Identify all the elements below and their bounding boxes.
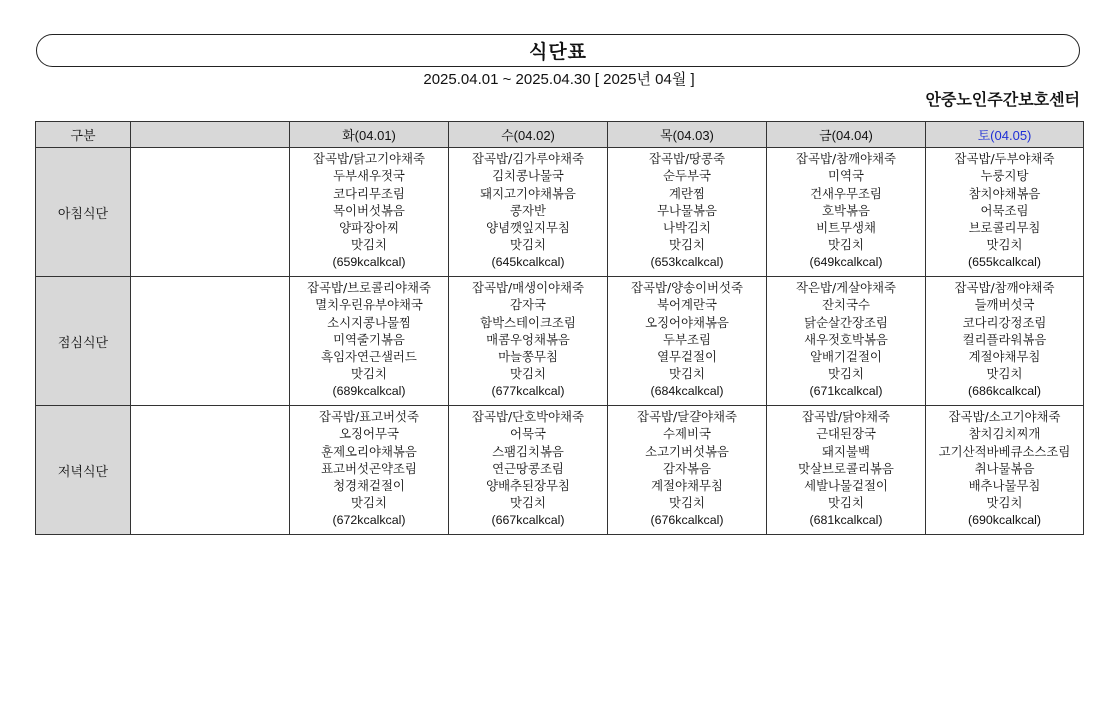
dish-item: 매콤우엉채볶음: [486, 331, 570, 347]
dish-item: 맛김치: [986, 237, 1023, 253]
dish-item: 북어계란국: [657, 297, 717, 313]
dish-item: 양파장아찌: [339, 220, 399, 236]
dish-item: 코다리강정조림: [962, 314, 1047, 330]
calorie-label: (676kcalkcal): [650, 512, 724, 527]
dish-item: 나박김치: [663, 220, 711, 236]
dish-item: 잡곡밥/양송이버섯죽: [631, 280, 743, 295]
dish-item: 맛김치: [669, 366, 705, 382]
menu-cell-fri: [767, 406, 926, 535]
menu-cell-thu: [608, 277, 767, 406]
dish-item: 오징어무국: [339, 426, 399, 442]
dish-item: 맛김치: [828, 237, 864, 253]
dish-item: 누룽지탕: [980, 168, 1029, 184]
dish-item: 작은밥/게살야채죽: [796, 280, 896, 295]
dish-item: 호박볶음: [822, 202, 870, 218]
header-day-wed: 수(04.02): [449, 122, 608, 148]
dish-item: 계란찜: [669, 185, 705, 201]
dish-item: 어묵조림: [980, 202, 1029, 218]
dish-item: 훈제오리야채볶음: [321, 443, 417, 459]
meal-label: 아침식단: [36, 148, 131, 277]
dish-item: 양배추된장무침: [486, 478, 570, 494]
dish-item: 맛김치: [828, 495, 864, 511]
menu-cell-fri: [767, 148, 926, 277]
dish-item: 들깨버섯국: [974, 297, 1035, 313]
dish-item: 비트무생채: [816, 220, 876, 236]
calorie-label: (645kcalkcal): [491, 254, 565, 269]
dish-item: 미역줄기볶음: [333, 331, 405, 347]
calorie-label: (684kcalkcal): [650, 383, 724, 398]
dish-item: 함박스테이크조림: [480, 314, 576, 330]
title-banner: [36, 34, 1080, 67]
calorie-label: (659kcalkcal): [332, 254, 406, 269]
dish-item: 잡곡밥/두부야채죽: [954, 151, 1055, 166]
menu-cell-tue: [290, 148, 449, 277]
menu-cell-thu: [608, 148, 767, 277]
dish-item: 멸치우린유부야채국: [315, 297, 423, 313]
menu-cell-thu: [608, 406, 767, 535]
dish-item: 어묵국: [510, 426, 546, 442]
calorie-label: (667kcalkcal): [491, 512, 565, 527]
dish-item: 잡곡밥/땅콩죽: [649, 151, 725, 166]
menu-cell-wed: [449, 277, 608, 406]
dish-item: 취나물볶음: [974, 460, 1035, 476]
dish-item: 돼지고기야채볶음: [480, 185, 576, 201]
dish-item: 잡곡밥/닭야채죽: [802, 409, 890, 424]
dish-item: 잡곡밥/달걀야채죽: [637, 409, 737, 424]
dish-item: 두부조림: [663, 331, 711, 347]
header-blank: [131, 122, 290, 148]
dish-item: 세발나물겉절이: [804, 478, 888, 494]
dish-item: 흑임자연근샐러드: [321, 349, 417, 365]
dish-item: 감자국: [510, 297, 546, 313]
meal-row: [36, 277, 1084, 406]
dish-item: 새우젓호박볶음: [804, 331, 888, 347]
dish-item: 맛김치: [351, 366, 387, 382]
dish-item: 소고기버섯볶음: [645, 443, 729, 459]
menu-cell-fri: [767, 277, 926, 406]
menu-cell-tue: [290, 277, 449, 406]
dish-item: 맛김치: [986, 495, 1023, 511]
dish-item: 열무겉절이: [657, 349, 717, 365]
header-row: [36, 122, 1084, 148]
menu-cell-tue: [290, 406, 449, 535]
dish-item: 컬리플라워볶음: [962, 331, 1047, 347]
header-category: 구분: [36, 122, 131, 148]
dish-item: 순두부국: [663, 168, 711, 184]
dish-item: 돼지불백: [822, 443, 870, 459]
meal-label: 점심식단: [36, 277, 131, 406]
calorie-label: (690kcalkcal): [968, 512, 1041, 527]
dish-item: 맛김치: [510, 237, 546, 253]
menu-cell-sat: [926, 277, 1084, 406]
dish-item: 잡곡밥/소고기야채죽: [948, 409, 1061, 424]
dish-item: 김치콩나물국: [492, 168, 564, 184]
dish-item: 무나물볶음: [657, 202, 717, 218]
dish-item: 맛김치: [986, 366, 1023, 382]
dish-item: 감자볶음: [663, 460, 711, 476]
dish-item: 맛김치: [669, 237, 705, 253]
calorie-label: (686kcalkcal): [968, 383, 1041, 398]
dish-item: 근대된장국: [816, 426, 876, 442]
dish-item: 건새우무조림: [810, 185, 882, 201]
dish-item: 맛살브로콜리볶음: [798, 460, 894, 476]
dish-item: 계절야채무침: [651, 478, 723, 494]
dish-item: 소시지콩나물찜: [327, 314, 411, 330]
calorie-label: (672kcalkcal): [332, 512, 406, 527]
header-day-tue: 화(04.01): [290, 122, 449, 148]
calorie-label: (655kcalkcal): [968, 254, 1041, 269]
dish-item: 연근땅콩조림: [492, 460, 564, 476]
dish-item: 마늘쫑무침: [498, 349, 558, 365]
dish-item: 맛김치: [510, 495, 546, 511]
calorie-label: (671kcalkcal): [809, 383, 883, 398]
dish-item: 계절야채무침: [968, 349, 1041, 365]
dish-item: 닭순살간장조림: [804, 314, 888, 330]
dish-item: 잡곡밥/매생이야채죽: [472, 280, 584, 295]
dish-item: 콩자반: [510, 202, 546, 218]
calorie-label: (677kcalkcal): [491, 383, 565, 398]
dish-item: 청경채겉절이: [333, 478, 405, 494]
dish-item: 양념깻잎지무침: [486, 220, 570, 236]
blank-cell: [131, 277, 290, 406]
dish-item: 잡곡밥/브로콜리야채죽: [307, 280, 431, 295]
dish-item: 표고버섯곤약조림: [321, 460, 417, 476]
menu-cell-sat: [926, 406, 1084, 535]
header-day-sat: 토(04.05): [926, 122, 1084, 148]
dish-item: 맛김치: [510, 366, 546, 382]
dish-item: 맛김치: [669, 495, 705, 511]
meal-row: [36, 406, 1084, 535]
dish-item: 스팸김치볶음: [492, 443, 564, 459]
center-name: 안중노인주간보호센터: [925, 90, 1080, 109]
calorie-label: (653kcalkcal): [650, 254, 724, 269]
dish-item: 목이버섯볶음: [333, 202, 405, 218]
dish-item: 미역국: [828, 168, 864, 184]
meal-label: 저녁식단: [36, 406, 131, 535]
blank-cell: [131, 148, 290, 277]
dish-item: 맛김치: [351, 237, 387, 253]
page-title: 식단표: [528, 41, 588, 63]
dish-item: 맛김치: [351, 495, 387, 511]
calorie-label: (649kcalkcal): [809, 254, 883, 269]
blank-cell: [131, 406, 290, 535]
period-range: 2025.04.01 ~ 2025.04.30 [ 2025년 04월 ]: [423, 71, 695, 88]
dish-item: 맛김치: [828, 366, 864, 382]
dish-item: 알배기겉절이: [810, 349, 882, 365]
dish-item: 코다리무조림: [333, 185, 405, 201]
calorie-label: (689kcalkcal): [332, 383, 406, 398]
meal-row: [36, 148, 1084, 277]
dish-item: 참치김치찌개: [968, 426, 1041, 442]
dish-item: 고기산적바베큐소스조림: [938, 443, 1071, 459]
dish-item: 잔치국수: [822, 297, 870, 313]
dish-item: 수제비국: [663, 426, 711, 442]
dish-item: 잡곡밥/단호박야채죽: [472, 409, 584, 424]
dish-item: 잡곡밥/김가루야채죽: [472, 151, 584, 166]
dish-item: 브로콜리무침: [968, 220, 1041, 236]
menu-cell-wed: [449, 406, 608, 535]
dish-item: 잡곡밥/표고버섯죽: [319, 409, 419, 424]
dish-item: 잡곡밥/참깨야채죽: [954, 280, 1055, 295]
calorie-label: (681kcalkcal): [809, 512, 883, 527]
dish-item: 잡곡밥/참깨야채죽: [796, 151, 896, 166]
dish-item: 참치야채볶음: [968, 185, 1041, 201]
dish-item: 오징어야채볶음: [645, 314, 729, 330]
menu-cell-wed: [449, 148, 608, 277]
menu-table: [35, 121, 1084, 535]
header-day-thu: 목(04.03): [608, 122, 767, 148]
menu-cell-sat: [926, 148, 1084, 277]
dish-item: 잡곡밥/닭고기야채죽: [313, 151, 425, 166]
dish-item: 배추나물무침: [968, 478, 1041, 494]
dish-item: 두부새우젓국: [333, 168, 405, 184]
header-day-fri: 금(04.04): [767, 122, 926, 148]
